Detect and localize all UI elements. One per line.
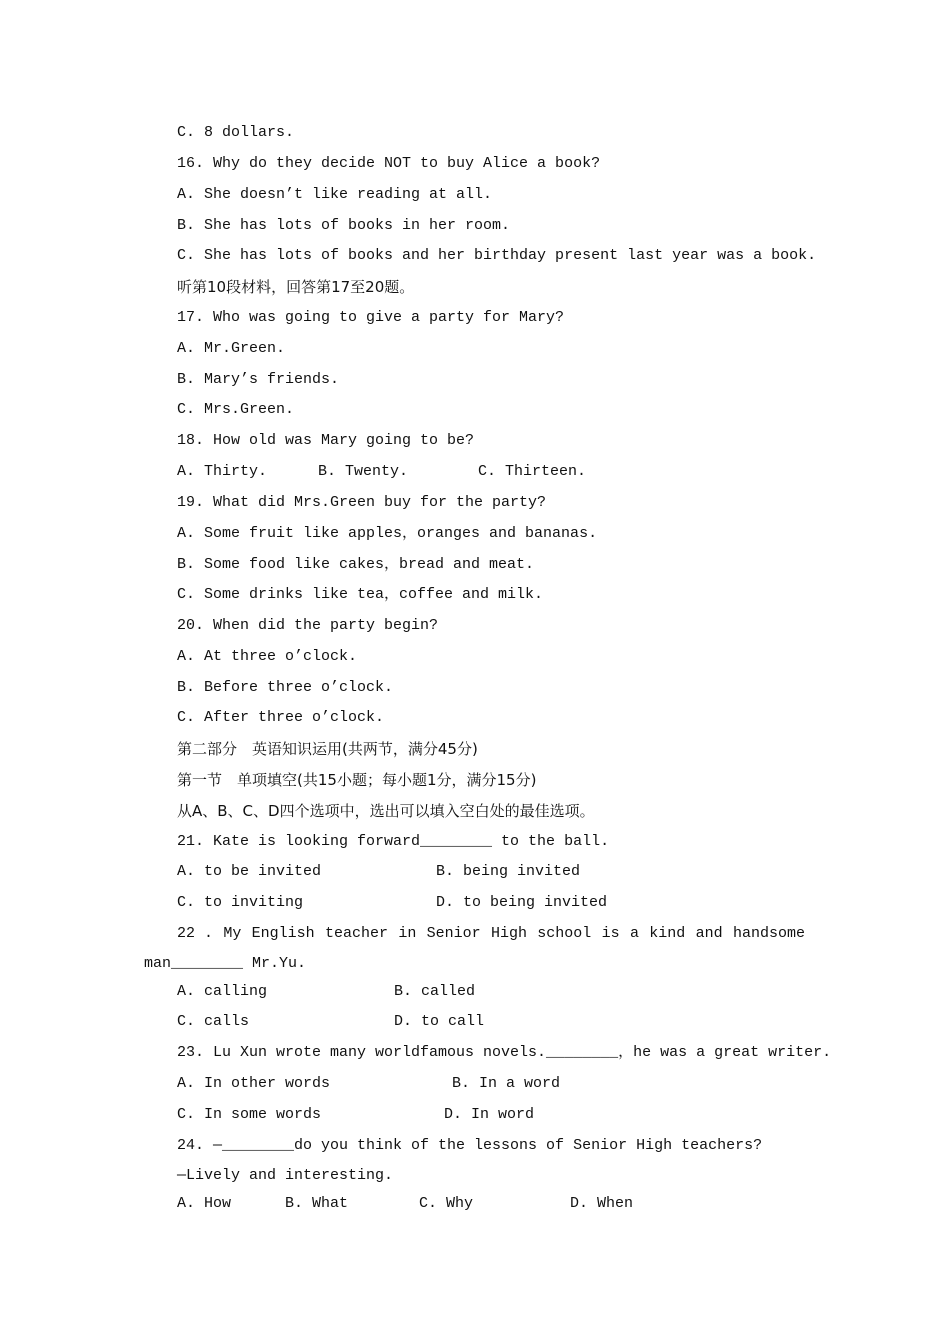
q23-option-a: A. In other words (177, 1075, 331, 1092)
q22-word: High (490, 925, 527, 942)
q19-option-a: A. Some fruit like apples，oranges and bananas. (177, 525, 598, 542)
q17-option-a: A. Mr.Green. (177, 340, 286, 357)
q22-question-line1 (177, 924, 805, 944)
q22-word: a (629, 925, 639, 942)
q17-option-b: B. Mary’s friends. (177, 371, 340, 388)
part2-instruction: 从A、B、C、D四个选项中，选出可以填入空白处的最佳选项。 (177, 802, 595, 820)
q22-question-line2: man________ Mr.Yu. (144, 955, 307, 972)
q21-option-d: D. to being invited (436, 894, 608, 911)
q20-option-a: A. At three o’clock. (177, 648, 358, 665)
q24-answer-line: —Lively and interesting. (177, 1167, 394, 1184)
q23-option-d: D. In word (444, 1106, 535, 1123)
q24-option-b: B. What (285, 1195, 349, 1212)
q22-option-c: C. calls (177, 1013, 250, 1030)
q23-option-c: C. In some words (177, 1106, 322, 1123)
q22-option-a: A. calling (177, 983, 268, 1000)
q20-option-c: C. After three o’clock. (177, 709, 385, 726)
q22-word: handsome (732, 925, 805, 942)
q19-question: 19. What did Mrs.Green buy for the party? (177, 494, 547, 511)
q22-option-d: D. to call (394, 1013, 485, 1030)
q24-option-d: D. When (570, 1195, 634, 1212)
q16-option-b: B. She has lots of books in her room. (177, 217, 511, 234)
q24-option-c: C. Why (419, 1195, 474, 1212)
q22-word: in (398, 925, 417, 942)
q19-option-c: C. Some drinks like tea，coffee and milk. (177, 586, 544, 603)
q20-question: 20. When did the party begin? (177, 617, 439, 634)
q21-option-b: B. being invited (436, 863, 581, 880)
section-10-instruction: 听第10段材料，回答第17至20题。 (177, 278, 415, 296)
q18-option-b: B. Twenty. (318, 463, 409, 480)
q24-option-a: A. How (177, 1195, 232, 1212)
q18-option-c: C. Thirteen. (478, 463, 587, 480)
q21-question: 21. Kate is looking forward________ to the ball. (177, 833, 610, 850)
q16-option-c: C. She has lots of books and her birthday present last year was a book. (177, 247, 817, 264)
part2-section1-heading: 第一节 单项填空(共15小题；每小题1分，满分15分) (177, 771, 537, 789)
q22-word: kind (649, 925, 686, 942)
q23-question: 23. Lu Xun wrote many worldfamous novels.________，he was a great writer. (177, 1044, 832, 1061)
q22-word: school (537, 925, 592, 942)
q22-word: is (601, 925, 620, 942)
q21-option-a: A. to be invited (177, 863, 322, 880)
q17-question: 17. Who was going to give a party for Mary? (177, 309, 565, 326)
q22-word: 22 . (177, 925, 214, 942)
q20-option-b: B. Before three o’clock. (177, 679, 394, 696)
part2-heading: 第二部分 英语知识运用(共两节，满分45分) (177, 740, 478, 758)
q17-option-c: C. Mrs.Green. (177, 401, 295, 418)
q15-option-c: C. 8 dollars. (177, 124, 295, 141)
q24-question: 24. —________do you think of the lessons of Senior High teachers? (177, 1137, 763, 1154)
q22-word: My (223, 925, 242, 942)
q16-option-a: A. She doesn’t like reading at all. (177, 186, 493, 203)
q22-word: and (695, 925, 723, 942)
q22-word: teacher (324, 925, 388, 942)
q18-option-a: A. Thirty. (177, 463, 268, 480)
q16-question: 16. Why do they decide NOT to buy Alice a book? (177, 155, 601, 172)
q18-question: 18. How old was Mary going to be? (177, 432, 475, 449)
q21-option-c: C. to inviting (177, 894, 304, 911)
q22-option-b: B. called (394, 983, 476, 1000)
q19-option-b: B. Some food like cakes，bread and meat. (177, 556, 535, 573)
q22-word: Senior (426, 925, 481, 942)
q22-word: English (251, 925, 315, 942)
q23-option-b: B. In a word (452, 1075, 561, 1092)
